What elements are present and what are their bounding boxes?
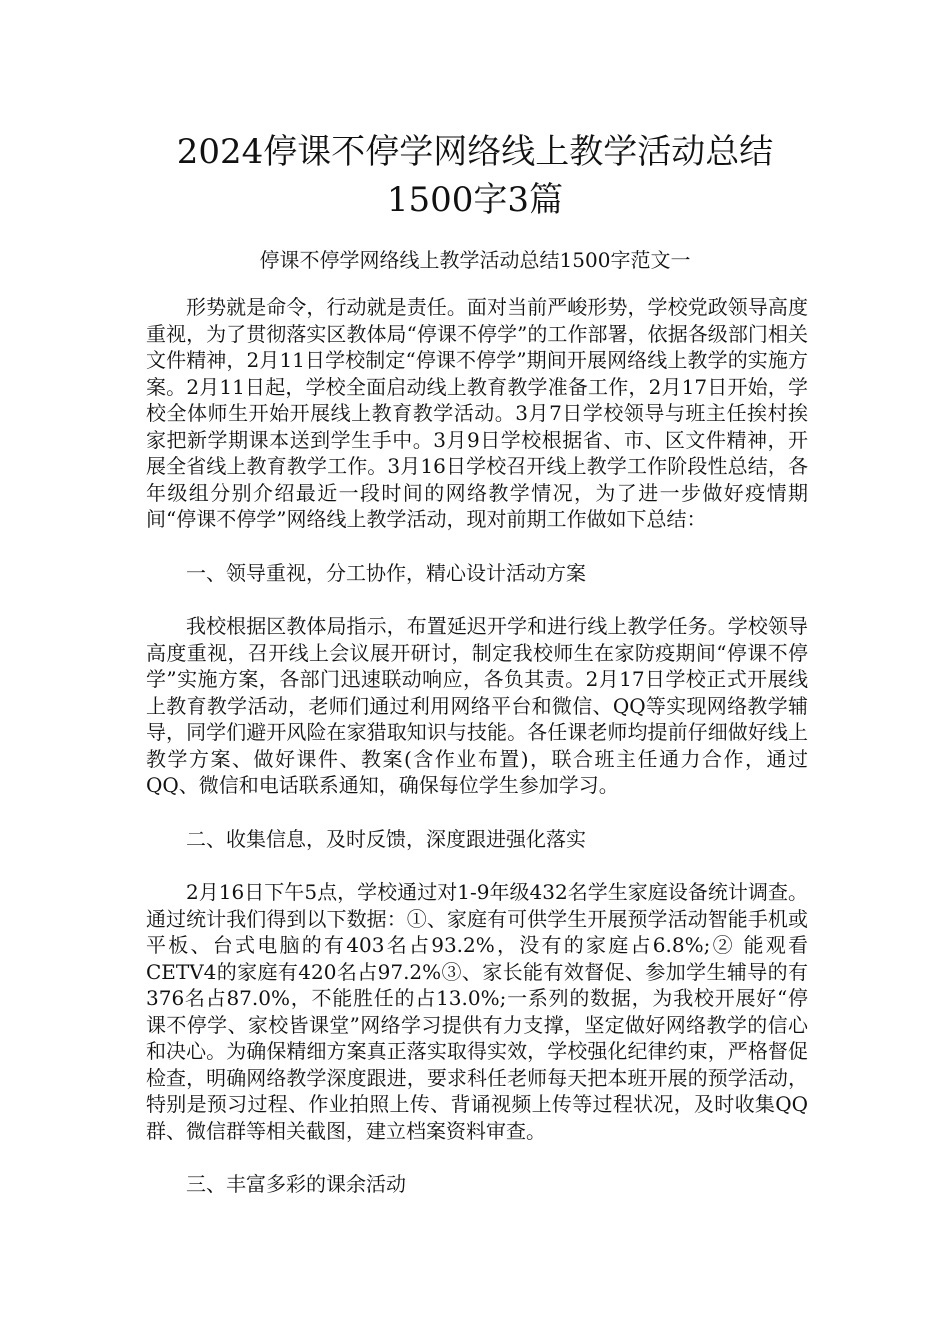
section-heading-1: 一、领导重视，分工协作，精心设计活动方案 [186,560,586,585]
document-subtitle: 停课不停学网络线上教学活动总结1500字范文一 [259,248,691,272]
paragraph-intro: 形势就是命令，行动就是责任。面对当前严峻形势，学校党政领导高度重视，为了贯彻落实区教体局“停课不停学”的工作部署，依据各级部门相关文件精神，2月11日学校制定“停课不停学”期间开展网络线上教学的实施方案。2月11日起，学校全面启动线上教育教学准备工作，2月17日开始，学校全体师生开始开展线上教育教学活动。3月7日学校领导与班主任挨村挨家把新学期课本送到学生手中。3月9日学校根据省、市、区文件精神，开展全省线上教育教学工作。3月16日学校召开线上教学工作阶段性总结，各年级组分别介绍最近一段时间的网络教学情况，为了进一步做好疫情期间“停课不停学”网络线上教学活动，现对前期工作做如下总结： [146,295,808,531]
document-title-line2: 1500字3篇 [386,180,564,220]
paragraph-gap [146,586,808,613]
document-body [146,294,808,1198]
paragraph-gap [146,533,808,560]
section-heading-3: 三、丰富多彩的课余活动 [186,1172,406,1196]
paragraph-section-1: 我校根据区教体局指示，布置延迟开学和进行线上教学任务。学校领导高度重视，召开线上会议展开研讨，制定我校师生在家防疫期间“停课不停学”实施方案，各部门迅速联动响应，各负其责。2月17日学校正式开展线上教育教学活动，老师们通过利用网络平台和微信、QQ等实现网络教学辅导，同学们避开风险在家猎取知识与技能。各任课老师均提前仔细做好线上教学方案、做好课件、教案(含作业布置)，联合班主任通力合作，通过QQ、微信和电话联系通知，确保每位学生参加学习。 [146,614,808,797]
paragraph-section-2: 2月16日下午5点，学校通过对1-9年级432名学生家庭设备统计调查。通过统计我们得到以下数据：①、家庭有可供学生开展预学活动智能手机或平板、台式电脑的有403名占93.2%，没有的家庭占6.8%;② 能观看CETV4的家庭有420名占97.2%③、家长能有效督促、参加学生辅导的有376名占87.0%，不能胜任的占13.0%;一系列的数据，为我校开展好“停课不停学、家校皆课堂”网络学习提供有力支撑，坚定做好网络教学的信心和决心。为确保精细方案真正落实取得实效，学校强化纪律约束，严格督促检查，明确网络教学深度跟进，要求科任老师每天把本班开展的预学活动，特别是预习过程、作业拍照上传、背诵视频上传等过程状况，及时收集QQ群、微信群等相关截图，建立档案资料审查。 [146,880,808,1143]
section-heading-2: 二、收集信息，及时反馈，深度跟进强化落实 [186,826,586,851]
paragraph-gap [146,852,808,879]
paragraph-gap [146,1144,808,1171]
document-title-line1: 2024停课不停学网络线上教学活动总结 [176,132,774,172]
paragraph-gap [146,799,808,826]
